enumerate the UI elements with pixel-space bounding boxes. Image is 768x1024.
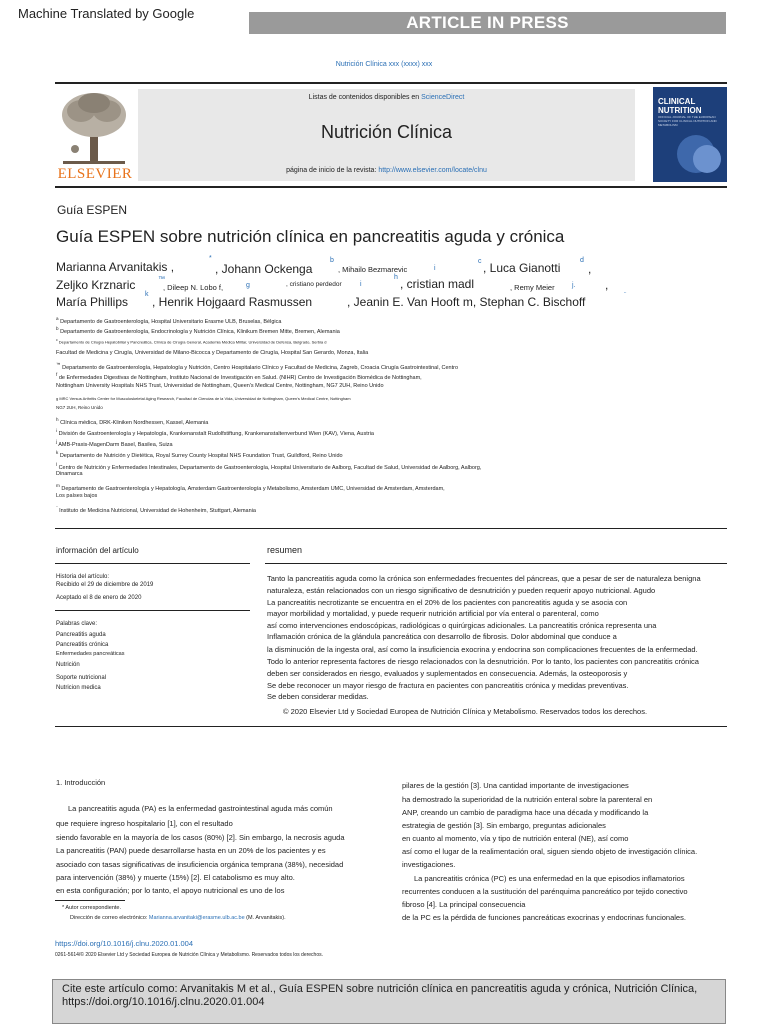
article-info-heading: información del artículo (56, 546, 139, 555)
journal-homepage-text: página de inicio de la revista: http://www.elsevier.com/locate/clnu (286, 167, 487, 174)
affiliation: g MRC Versus Arthritis Center for Musculoskeletal Aging Research, Facultad de Ciencias de la Vida, Universidad de Nottingham, Queen's Medical Centre, Nottingham (56, 396, 351, 401)
received-date: Recibido el 29 de diciembre de 2019 (56, 582, 154, 588)
affiliation: Facultad de Medicina y Cirugía, Universidad de Milano-Bicocca y Departamento de Cirugía, Hospital San Gerardo, Monza, Italia (56, 350, 369, 356)
abstract-line: Se debe reconocer un mayor riesgo de fractura en pacientes con pancreatitis crónica y medidas preventivas. (267, 681, 629, 690)
keyword: Pancreatitis aguda (56, 632, 106, 638)
journal-title: Nutrición Clínica (320, 122, 453, 142)
doi-link[interactable]: https://doi.org/10.1016/j.clnu.2020.01.004 (55, 939, 194, 948)
intro-line: en cuanto al momento, vía y tipo de nutrición enteral (NE), así como (402, 834, 629, 843)
citation-text: Cite este artículo como: Arvanitakis M et al., Guía ESPEN sobre nutrición clínica en pancreatitis aguda y crónica, Nutrición Clínica, https://doi.org/10.1016/j.clnu.2020.01.004 (62, 983, 698, 1008)
intro-line: La pancreatitis crónica (PC) es una enfermedad en la que episodios inflamatorios (414, 874, 685, 883)
intro-line: así como el lugar de la realimentación oral, siguen siendo objeto de investigación clínica. (402, 847, 698, 856)
affiliation: NG7 2UH, Reino Unido (56, 405, 103, 410)
cover-subtitle: OFFICIAL JOURNAL OF THE EUROPEAN SOCIETY FOR CLINICAL NUTRITION AND METABOLISM (658, 115, 717, 127)
intro-line: de la PC es la pérdida de funciones pancreáticas exocrinas y endocrinas funcionales. (402, 913, 686, 922)
issn-line: 0261-5614/© 2020 Elsevier Ltd y Sociedad Europea de Nutrición Clínica y Metabolismo. Reservados todos los derechos. (55, 952, 324, 958)
author-affiliation-mark[interactable]: k (145, 291, 149, 298)
intro-heading: 1. Introducción (56, 778, 106, 787)
copyright-line: © 2020 Elsevier Ltd y Sociedad Europea de Nutrición Clínica y Metabolismo. Reservados todos los derechos. (283, 707, 648, 716)
affiliation: Nottingham University Hospitals NHS Trust, Universidad de Nottingham, Queen's Medical Centre, Nottingham, NG7 2UH, Reino Unido (56, 383, 384, 389)
divider (55, 726, 727, 727)
intro-line: investigaciones. (402, 860, 456, 869)
author-name: Zeljko Krznaric (56, 278, 136, 292)
affiliation: $^a$ Departamento de Gastroenterología, Hospital Universitario Erasme ULB, Bruselas, Bélgica (56, 316, 282, 325)
affiliation: $^i$ División de Gastroenterología y Hepatología, Krankenanstalt Rudolfstiftung, Krankenanstaltenverbund Wien (KAV), Viena, Austria (56, 428, 374, 437)
keyword: Nutricion medica (56, 685, 101, 691)
affiliation: $^h$ Clínica médica, DRK-Kliniken Nordhessen, Kassel, Alemania (56, 417, 209, 426)
corresponding-author-note: * Autor correspondiente. (62, 905, 122, 911)
affiliation: $^c$ Departamento de Cirugía Hepatobiliar y Pancreática, Clínica de Cirugía General, Academia Médica Militar, Universidad de Defensa, Belgrado, Serbia d (56, 338, 327, 345)
journal-reference-link[interactable]: Nutrición Clínica xxx (xxxx) xxx (335, 61, 433, 68)
keyword: Pancreatitis crónica (56, 642, 109, 648)
cover-title: CLINICAL NUTRITION (658, 97, 702, 115)
affiliation: $^l$ Centro de Nutrición y Enfermedades Intestinales, Departamento de Gastroenterología, Hospital Universitario de Aalborg, Facultad de Salud, Universidad de Aalborg, Aalborg, (56, 462, 482, 471)
section-label: Guía ESPEN (57, 203, 128, 217)
divider (55, 610, 250, 611)
intro-line: La pancreatitis (PAN) puede desarrollarse hasta en un 20% de los pacientes y es (56, 846, 326, 855)
cover-decoration (693, 145, 721, 173)
abstract-heading: resumen (267, 545, 303, 555)
abstract-line: deben ser considerados en riesgo, evaluados y suplementados en consecuencia. Además, la osteoporosis y (267, 669, 628, 678)
author-name: , Dileep N. Lobo f, (163, 283, 224, 292)
abstract-line: Tanto la pancreatitis aguda como la crónica son enfermedades frecuentes del páncreas, que a pesar de ser de naturaleza benigna (267, 574, 701, 583)
abstract-line: la disminución de la ingesta oral, así como la insuficiencia exocrina y endocrina son complicaciones frecuentes de la enfermedad. (267, 645, 698, 654)
footnote-rule (55, 900, 125, 901)
affiliation: Dinamarca (56, 471, 83, 477)
elsevier-wordmark: ELSEVIER (57, 166, 133, 182)
header-bottom-rule (55, 186, 727, 188)
abstract-line: Se deben considerar medidas. (267, 692, 369, 701)
article-title: Guía ESPEN sobre nutrición clínica en pancreatitis aguda y crónica (56, 227, 565, 246)
email-note: Dirección de correo electrónico: Marianna.arvanitaki@erasme.ulb.ac.be (M. Arvanitakis). (70, 915, 286, 921)
author-affiliation-mark[interactable]: i (360, 281, 362, 288)
author-name: , Mihailo Bezmarevic (338, 265, 408, 274)
machine-translated-label: Machine Translated by Google (18, 6, 195, 21)
affiliation: $^m$ Departamento de Gastroenterología y Hepatología, Amsterdam Gastroenterología y Metabolismo, Amsterdam UMC, Universidad de Amsterdam, Amsterdam, (56, 483, 445, 492)
author-affiliation-mark[interactable]: h (394, 274, 398, 281)
abstract-line: naturaleza, están relacionados con un riesgo significativo de desnutrición y pueden requerir apoyo nutricional. Agudo (267, 586, 656, 595)
author-name: María Phillips (56, 295, 129, 309)
author-affiliation-mark[interactable]: * (209, 255, 212, 262)
history-label: Historia del artículo: (56, 574, 110, 580)
intro-line: siendo favorable en la mayoría de los casos (80%) [2]. Sin embargo, la necrosis aguda (56, 833, 345, 842)
author-name: , Jeanin E. Van Hooft m, Stephan C. Bischoff (347, 295, 586, 309)
accepted-date: Aceptado el 8 de enero de 2020 (56, 595, 142, 601)
keywords-label: Palabras clave: (56, 621, 98, 627)
affiliation: Los países bajos (56, 493, 98, 499)
intro-line: La pancreatitis aguda (PA) es la enfermedad gastrointestinal aguda más común (68, 804, 333, 813)
intro-line: en esta configuración; por lo tanto, el apoyo nutricional es uno de los (56, 886, 285, 895)
affiliation: ¨ Instituto de Medicina Nutricional, Universidad de Hohenheim, Stuttgart, Alemania (56, 505, 256, 514)
author-separator: , (588, 262, 592, 276)
intro-line: estrategia de gestión [3]. Sin embargo, preguntas adicionales (402, 821, 606, 830)
author-separator: , (605, 278, 609, 292)
intro-line: ANP, creando un cambio de paradigma hace una década y modificando la (402, 808, 649, 817)
abstract-line: Todo lo anterior representa factores de riesgo relacionados con la desnutrición. Por lo tanto, los pacientes con pancreatitis crónica (267, 657, 699, 666)
intro-line: recurrentes conducen a la sustitución del parénquima pancreático por tejido conectivo (402, 887, 688, 896)
author-affiliation-mark[interactable]: i (434, 265, 436, 272)
author-name: , Remy Meier (510, 283, 555, 292)
author-affiliation-mark[interactable]: ¨ (624, 292, 627, 299)
intro-line: que requiere ingreso hospitalario [1], con el resultado (56, 819, 233, 828)
intro-line: para intervención (38%) y muerte (15%) [2]. El catabolismo es muy alto. (56, 873, 295, 882)
contents-list-text: Listas de contenidos disponibles en ScienceDirect (308, 94, 465, 101)
intro-line: ha demostrado la superioridad de la nutrición enteral sobre la parenteral en (402, 795, 653, 804)
affiliation: ™ Departamento de Gastroenterología, Hepatología y Nutrición, Centro Hospitalario Clínico y Facultad de Medicina, Zagreb, Croacia Cirugía Gastrointestinal, Centro (56, 362, 459, 371)
affiliation: $^k$ Departamento de Nutrición y Dietética, Royal Surrey County Hospital NHS Foundation Trust, Guildford, Reino Unido (56, 450, 343, 459)
intro-line: asociado con tasas significativas de insuficiencia orgánica temprana (38%), necesidad (56, 860, 344, 869)
abstract-line: La pancreatitis necrotizante se encuentra en el 20% de los pacientes con pancreatitis aguda y se asocia con (267, 598, 628, 607)
affiliation: $^b$ Departamento de Gastroenterología, Endocrinología y Nutrición Clínica, Klinikum Bremen Mitte, Bremen, Alemania (56, 326, 340, 335)
sciencedirect-link[interactable]: ScienceDirect (421, 94, 465, 101)
article-in-press-banner: ARTICLE IN PRESS (249, 12, 726, 34)
keyword: Soporte nutricional (56, 675, 107, 681)
author-affiliation-mark[interactable]: g (246, 282, 250, 289)
author-affiliation-mark[interactable]: d (580, 257, 584, 264)
divider (55, 528, 727, 529)
author-name: , cristiano perdedor (286, 281, 342, 288)
journal-cover-image (653, 87, 727, 182)
divider (55, 563, 250, 564)
affiliation: $^f$ de Enfermedades Digestivas de Nottingham, Instituto Nacional de Investigación en Salud. (NIHR) Centro de Investigación Biomédica de Nottingham, (56, 372, 422, 381)
abstract-line: Inflamación crónica de la glándula pancreática con desarrollo de fibrosis. Dolor abdominal que conduce a (267, 632, 617, 641)
abstract-line: así como intervenciones endoscópicas, radiológicas o quirúrgicas adicionales. La pancreatitis crónica representa una (267, 621, 657, 630)
journal-homepage-link[interactable]: http://www.elsevier.com/locate/clnu (378, 167, 487, 174)
intro-line: pilares de la gestión [3]. Una cantidad importante de investigaciones (402, 781, 629, 790)
author-name: Marianna Arvanitakis , (56, 260, 175, 274)
author-affiliation-mark[interactable]: b (330, 257, 334, 264)
keyword: Enfermedades pancreáticas (56, 651, 125, 657)
intro-line: fibroso [4]. La principal consecuencia (402, 900, 526, 909)
author-affiliation-mark[interactable]: j. (572, 282, 576, 289)
author-affiliation-mark[interactable]: c (478, 258, 482, 265)
author-email-link[interactable]: Marianna.arvanitaki@erasme.ulb.ac.be (148, 915, 245, 921)
author-name: , Johann Ockenga (215, 262, 313, 276)
author-name: , cristian madl (400, 277, 475, 291)
divider (265, 563, 727, 564)
affiliation: $^j$ AMB-Praxis-MagenDarm Basel, Basilea, Suiza (56, 439, 173, 448)
abstract-line: mayor morbilidad y mortalidad, y puede requerir nutrición artificial por vía enteral o parenteral, como (267, 609, 599, 618)
author-affiliation-mark[interactable]: ™ (158, 276, 165, 283)
header-rule (55, 82, 727, 84)
author-name: , Henrik Hojgaard Rasmussen (152, 295, 313, 309)
author-name: , Luca Gianotti (483, 261, 561, 275)
keyword: Nutrición (56, 662, 80, 668)
